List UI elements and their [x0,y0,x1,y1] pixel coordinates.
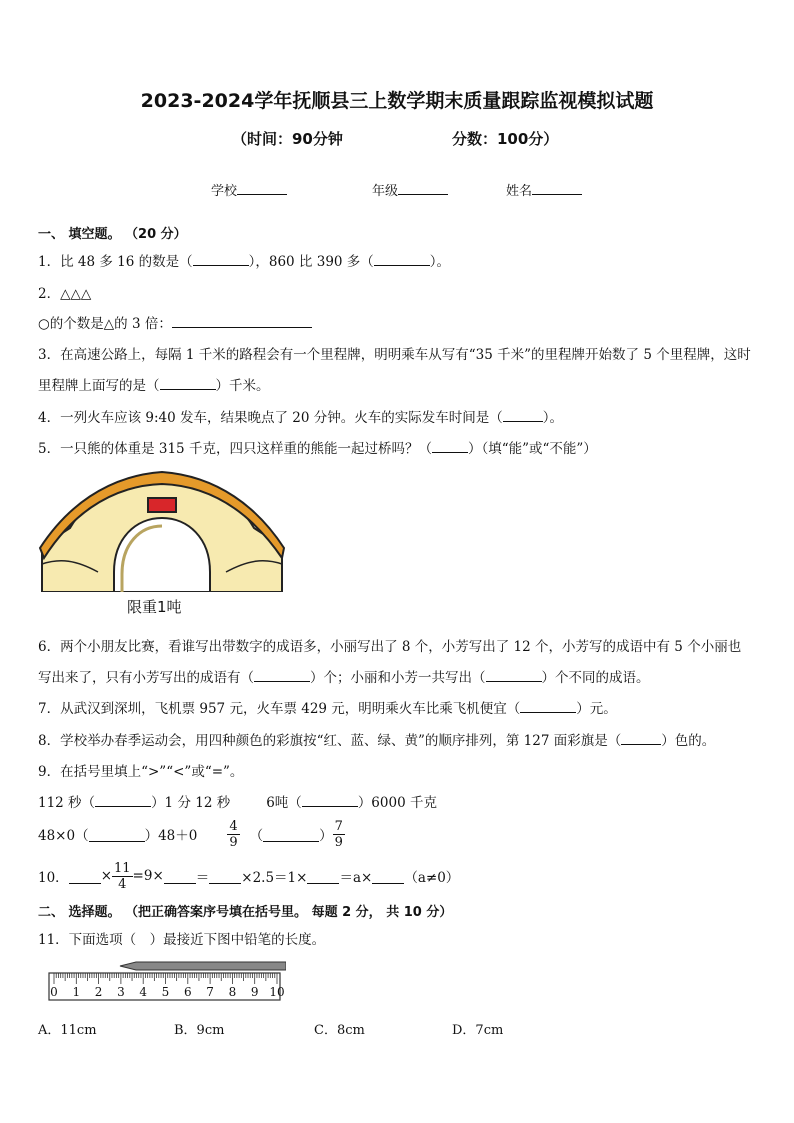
ruler-tick-label: 4 [139,985,148,999]
question-1: 1．比 48 多 16 的数是（ ），860 比 390 多（ ）。 [38,250,450,270]
question-8: 8．学校举办春季运动会，用四种颜色的彩旗按“红、蓝、绿、黄”的顺序排列，第 127 面彩旗是（ ）色的。 [38,729,715,749]
question-6-line2: 写出来了，只有小芳写出的成语有（ ）个；小丽和小芳一共写出（ ）个不同的成语。 [38,666,650,686]
page-title: 2023-2024学年抚顺县三上数学期末质量跟踪监视模拟试题 [140,90,654,112]
weight-limit-label: 限重1吨 [127,598,182,616]
name-field: 姓名 [506,180,582,199]
ruler-tick-label: 0 [50,985,58,999]
question-9-row2: 48×0（ ）48＋0 $\frac{4}{9}$ （ ） $\frac{7}{9}$ [38,818,343,850]
question-2: ○的个数是△的 3 倍： [38,312,312,332]
ruler-tick-label: 8 [228,985,237,999]
question-10: 10． × $\frac{11}{4}$ =9× ＝ ×2.5＝1× ＝a× （a≠0） [38,860,460,892]
exam-time: （时间：90分钟 [232,130,343,148]
question-11: 11．下面选项（ ）最接近下图中铅笔的长度。 [38,932,326,948]
bridge-image [36,468,288,618]
ruler-tick-label: 5 [161,985,170,999]
school-field: 学校 [211,180,287,199]
grade-field: 年级 [372,180,448,199]
question-5: 5．一只熊的体重是 315 千克，四只这样重的熊能一起过桥吗？（ ）（填“能”或“不能”） [38,437,597,457]
option-d[interactable]: D．7cm [452,1023,504,1038]
ruler-tick-label: 7 [206,985,214,999]
option-c[interactable]: C．8cm [314,1023,365,1038]
ruler-tick-label: 6 [183,985,192,999]
ruler-tick-label: 9 [250,985,259,999]
option-a[interactable]: A．11cm [38,1023,97,1038]
question-3-line1: 3．在高速公路上，每隔 1 千米的路程会有一个里程牌，明明乘车从写有“35 千米”的里程牌开始数了 5 个里程牌，这时 [38,347,751,363]
question-2-shapes: 2．△△△ [38,286,92,302]
question-9-row1: 112 秒（ ）1 分 12 秒 6吨（ ）6000 千克 [38,791,437,811]
question-4: 4．一列火车应该 9:40 发车，结果晚点了 20 分钟。火车的实际发车时间是（ ）。 [38,406,563,426]
ruler-tick-label: 2 [94,985,103,999]
question-6-line1: 6．两个小朋友比赛，看谁写出带数字的成语多，小丽写出了 8 个，小芳写出了 12 个，小芳写的成语中有 5 个小丽也 [38,639,742,655]
question-3-line2: 里程牌上面写的是（ ）千米。 [38,374,270,394]
section-2-heading: 二、 选择题。 （把正确答案序号填在括号里。 每题 2 分， 共 10 分） [38,905,453,920]
exam-score: 分数：100分） [452,130,559,148]
question-7: 7．从武汉到深圳，飞机票 957 元，火车票 429 元，明明乘火车比乘飞机便宜（ ）元。 [38,697,617,717]
ruler-tick-label: 1 [72,985,81,999]
ruler-figure [46,958,286,1002]
section-1-heading: 一、 填空题。 （20 分） [38,227,187,242]
ruler-tick-label: 3 [117,985,125,999]
question-9-intro: 9．在括号里填上“>”“<”或“=”。 [38,764,244,780]
option-b[interactable]: B．9cm [174,1023,225,1038]
ruler-tick-label: 10 [269,985,285,999]
